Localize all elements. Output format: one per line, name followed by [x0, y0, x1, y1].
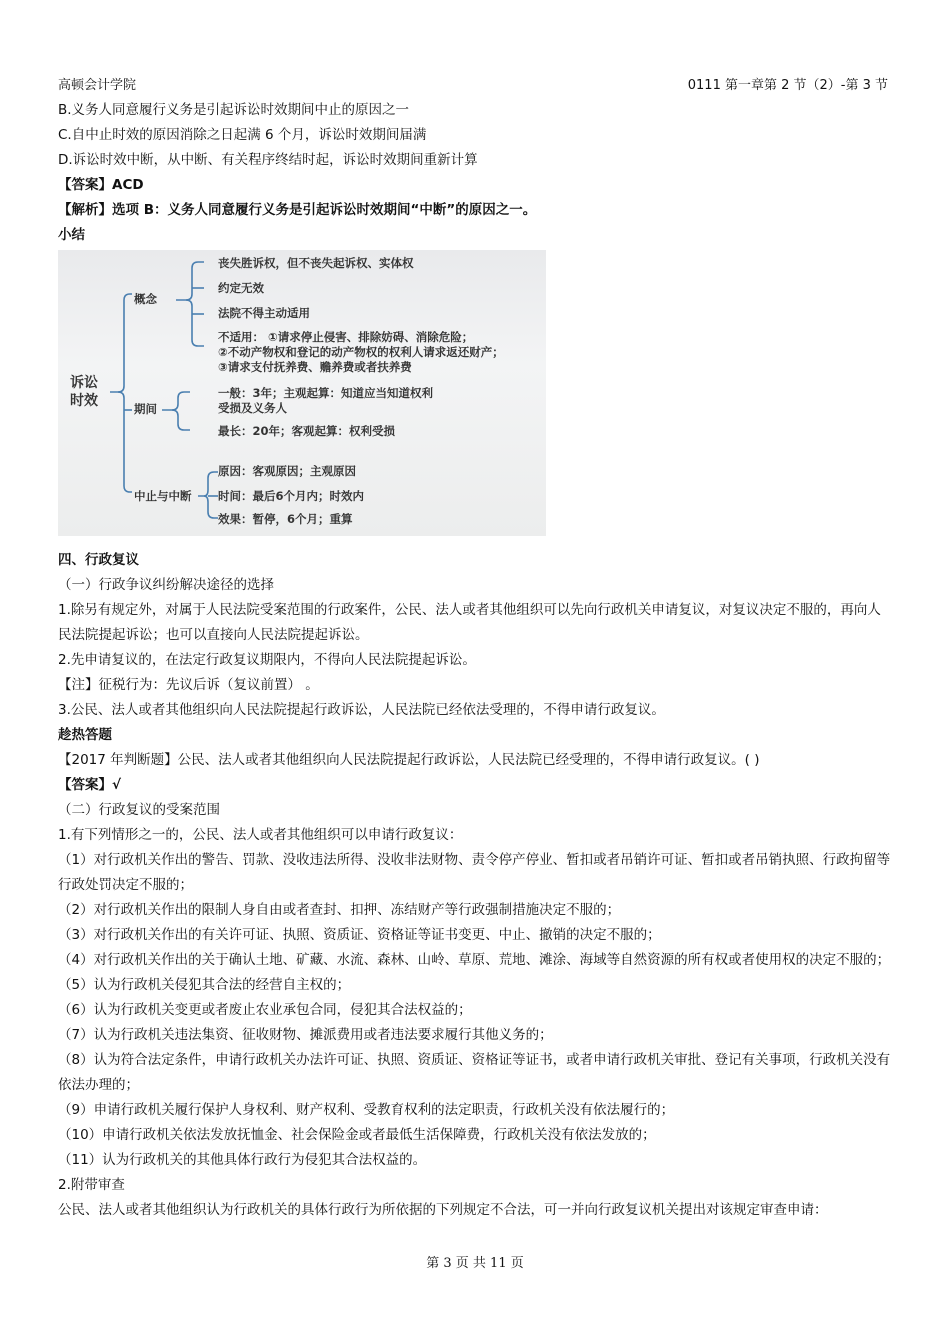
answer: 【答案】ACD [58, 177, 144, 193]
period-item-2: 最长：20年；客观起算：权利受损 [218, 424, 396, 438]
scope-item-6: （6）认为行政机关变更或者废止农业承包合同，侵犯其合法权益的； [58, 1002, 472, 1018]
question-2017: 【2017 年判断题】公民、法人或者其他组织向人民法院提起行政诉讼，人民法院已经受理的，不得申请行政复议。( ) [58, 752, 760, 768]
scope-intro: 1.有下列情形之一的，公民、法人或者其他组织可以申请行政复议： [58, 827, 463, 843]
scope-item-7: （7）认为行政机关违法集资、征收财物、摊派费用或者违法要求履行其他义务的； [58, 1027, 553, 1043]
concept-item-1: 丧失胜诉权，但不丧失起诉权、实体权 [218, 256, 414, 270]
period-item-1: 一般：3年；主观起算：知道应当知道权利 受损及义务人 [218, 386, 433, 415]
page-footer: 第 3 页 共 11 页 [426, 1256, 524, 1271]
suspension-item-2: 时间：最后6个月内；时效内 [218, 489, 365, 503]
scope-item-1: （1）对行政机关作出的警告、罚款、没收违法所得、没收非法财物、责令停产停业、暂扣或者吊销许可证、暂扣或者吊销执照、行政拘留等行政处罚决定不服的； [58, 852, 891, 893]
suspension-item-1: 原因：客观原因；主观原因 [218, 464, 356, 478]
section-four-heading: 四、行政复议 [58, 552, 139, 568]
option-c: C.自中止时效的原因消除之日起满 6 个月，诉讼时效期间届满 [58, 127, 427, 143]
branch-suspension: 中止与中断 [134, 489, 192, 503]
mindmap-image [58, 250, 546, 536]
subsection-two-heading: （二）行政复议的受案范围 [58, 802, 220, 818]
concept-item-3: 法院不得主动适用 [218, 306, 310, 320]
answer-2: 【答案】√ [58, 777, 122, 793]
paragraph-1: 1.除另有规定外，对属于人民法院受案范围的行政案件，公民、法人或者其他组织可以先向行政机关申请复议，对复议决定不服的，再向人民法院提起诉讼；也可以直接向人民法院提起诉讼。 [58, 602, 881, 643]
scope-item-3: （3）对行政机关作出的有关许可证、执照、资质证、资格证等证书变更、中止、撤销的决定不服的； [58, 927, 661, 943]
scope-item-11: （11）认为行政机关的其他具体行政行为侵犯其合法权益的。 [58, 1152, 427, 1168]
mindmap-root: 诉讼 时效 [70, 375, 98, 409]
branch-period: 期间 [134, 402, 157, 416]
scope-item-4: （4）对行政机关作出的关于确认土地、矿藏、水流、森林、山岭、草原、荒地、滩涂、海域等自然资源的所有权或者使用权的决定不服的； [58, 952, 891, 968]
scope-item-10: （10）申请行政机关依法发放抚恤金、社会保险金或者最低生活保障费，行政机关没有依法发放的； [58, 1127, 656, 1143]
summary-heading: 小结 [58, 227, 85, 243]
concept-item-2: 约定无效 [218, 281, 264, 295]
subsection-one-heading: （一）行政争议纠纷解决途径的选择 [58, 577, 274, 593]
scope-item-8: （8）认为符合法定条件，申请行政机关办法许可证、执照、资质证、资格证等证书，或者申请行政机关审批、登记有关事项，行政机关没有依法办理的； [58, 1052, 891, 1093]
concept-item-4: 不适用： ①请求停止侵害、排除妨碍、消除危险； ②不动产物权和登记的动产物权的权利人请求返还财产； ③请求支付抚养费、赡养费或者扶养费 [218, 330, 504, 374]
scope-item-5: （5）认为行政机关侵犯其合法的经营自主权的； [58, 977, 351, 993]
suspension-item-3: 效果：暂停，6个月；重算 [218, 512, 353, 526]
option-b: B.义务人同意履行义务是引起诉讼时效期间中止的原因之一 [58, 102, 410, 118]
note: 【注】征税行为：先议后诉（复议前置） 。 [58, 677, 319, 693]
incidental-review-text: 公民、法人或者其他组织认为行政机关的具体行政行为所依据的下列规定不合法，可一并向行政复议机关提出对该规定审查申请： [58, 1202, 828, 1218]
paragraph-2: 2.先申请复议的，在法定行政复议期限内，不得向人民法院提起诉讼。 [58, 652, 476, 668]
header-right: 0111 第一章第 2 节（2）-第 3 节 [687, 78, 888, 93]
branch-concept: 概念 [134, 292, 157, 306]
document-body [58, 98, 894, 1223]
scope-item-9: （9）申请行政机关履行保护人身权利、财产权利、受教育权利的法定职责，行政机关没有依法履行的； [58, 1102, 675, 1118]
practice-heading: 趁热答题 [58, 727, 112, 743]
analysis: 【解析】选项 B：义务人同意履行义务是引起诉讼时效期间“中断”的原因之一。 [58, 202, 537, 218]
option-d: D.诉讼时效中断，从中断、有关程序终结时起，诉讼时效期间重新计算 [58, 152, 478, 168]
incidental-review-heading: 2.附带审查 [58, 1177, 125, 1193]
scope-item-2: （2）对行政机关作出的限制人身自由或者查封、扣押、冻结财产等行政强制措施决定不服的； [58, 902, 621, 918]
header-left: 高顿会计学院 [58, 78, 137, 93]
paragraph-3: 3.公民、法人或者其他组织向人民法院提起行政诉讼，人民法院已经依法受理的，不得申请行政复议。 [58, 702, 665, 718]
